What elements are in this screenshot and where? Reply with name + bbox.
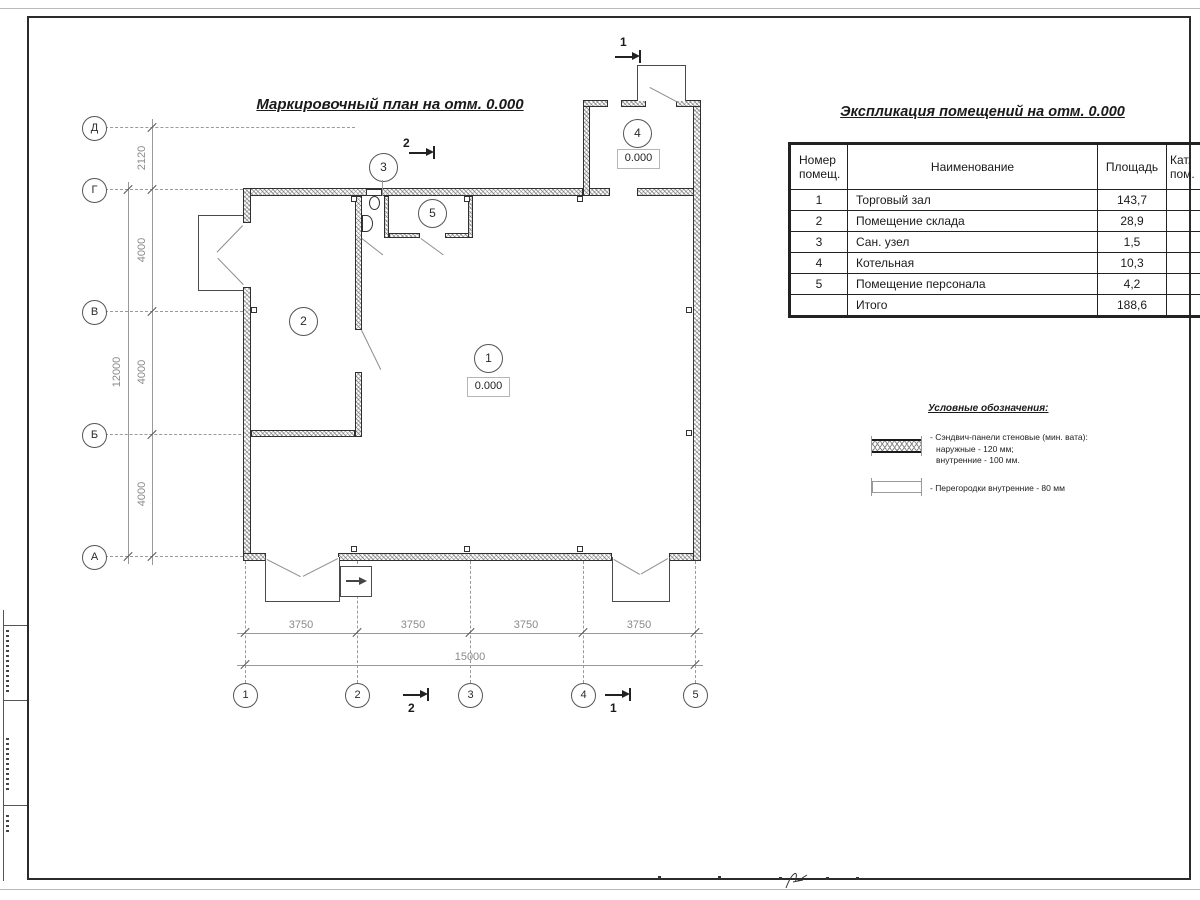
- room-label-1: 1: [474, 344, 503, 373]
- margin-divider: [3, 625, 27, 626]
- cell-area: 188,6: [1098, 295, 1167, 316]
- wall-exterior-bottom: [243, 553, 266, 561]
- section-marker-1b-label: 1: [610, 701, 617, 715]
- dim-label-4000: 4000: [136, 359, 148, 385]
- axis-bubble-5: 5: [683, 683, 708, 708]
- margin-stamp-text: [6, 812, 9, 832]
- axis-bubble-4: 4: [571, 683, 596, 708]
- signature-squiggle: [783, 868, 811, 892]
- section-marker-1-arrow: [639, 50, 641, 63]
- wall-exterior-top: [637, 188, 701, 196]
- table-row: [791, 253, 1200, 274]
- titleblock-mark: [856, 877, 859, 880]
- dim-label-3750: 3750: [513, 619, 539, 631]
- column-mark: [464, 546, 470, 552]
- legend-symbol-tick: [871, 478, 872, 496]
- legend-item-1-line1: - Сэндвич-панели стеновые (мин. вата):: [930, 432, 1088, 442]
- cell-area: 28,9: [1098, 211, 1167, 232]
- section-marker-1b-arrow: [629, 688, 631, 701]
- dim-label-3750: 3750: [626, 619, 652, 631]
- axis-bubble-D: Д: [82, 116, 107, 141]
- legend-item-1-line3: внутренние - 100 мм.: [936, 455, 1020, 465]
- cell-area: 10,3: [1098, 253, 1167, 274]
- column-mark: [251, 307, 257, 313]
- margin-strip-edge: [3, 610, 4, 881]
- dim-label-12000: 12000: [111, 356, 123, 388]
- section-marker-1b-arrow: [605, 694, 622, 696]
- room3-leader-line: [382, 180, 383, 196]
- legend-symbol-sandwich-panel: [872, 439, 922, 453]
- room-label-5: 5: [418, 199, 447, 228]
- level-mark-room4: 0.000: [617, 149, 660, 169]
- wall-boiler-top: [621, 100, 646, 107]
- cell-number: 3: [791, 232, 848, 253]
- section-marker-2-arrow: [433, 146, 435, 159]
- level-mark-room1: 0.000: [467, 377, 510, 397]
- axis-bubble-3: 3: [458, 683, 483, 708]
- titleblock-mark: [779, 877, 782, 880]
- legend-symbol-partition: [872, 481, 922, 493]
- cell-name: Торговый зал: [848, 190, 1098, 211]
- grid-line-V: [105, 311, 243, 312]
- cell-number: 1: [791, 190, 848, 211]
- legend-title: Условные обозначения:: [928, 403, 1049, 414]
- page-edge-bottom: [0, 889, 1200, 890]
- legend-symbol-tick: [921, 478, 922, 496]
- legend-symbol-tick: [921, 436, 922, 456]
- entrance-arrow-box: [340, 566, 372, 597]
- wall-storage-bottom: [251, 430, 355, 437]
- table-row: [791, 232, 1200, 253]
- legend-item-1-line2: наружные - 120 мм;: [936, 444, 1014, 454]
- cell-number: 4: [791, 253, 848, 274]
- porch-storage: [198, 215, 243, 291]
- dim-label-4000: 4000: [136, 481, 148, 507]
- dim-label-3750: 3750: [400, 619, 426, 631]
- margin-divider: [3, 805, 27, 806]
- section-marker-2-arrow: [409, 152, 426, 154]
- table-header-area: Площадь: [1098, 145, 1167, 190]
- dim-line-bottom-total: [237, 665, 703, 666]
- wall-exterior-bottom: [338, 553, 612, 561]
- grid-line-D: [105, 127, 355, 128]
- section-marker-1-arrow: [615, 56, 632, 58]
- dim-line-left-total: [128, 182, 129, 564]
- dim-line-left-segments: [152, 119, 153, 565]
- table-row: [791, 190, 1200, 211]
- column-mark: [577, 196, 583, 202]
- section-marker-2b-arrow: [403, 694, 420, 696]
- cell-number: 5: [791, 274, 848, 295]
- room-label-4: 4: [623, 119, 652, 148]
- titleblock-mark: [826, 877, 829, 880]
- cell-name: Сан. узел: [848, 232, 1098, 253]
- section-marker-1-label: 1: [620, 35, 627, 49]
- table-row: [791, 211, 1200, 232]
- table-row-total: [791, 295, 1200, 316]
- axis-bubble-2: 2: [345, 683, 370, 708]
- margin-divider: [3, 700, 27, 701]
- page-edge-top: [0, 8, 1200, 9]
- wall-staff-right: [468, 196, 473, 238]
- wall-internal-axis2: [355, 196, 362, 330]
- table-title: Экспликация помещений на отм. 0.000: [840, 104, 1125, 120]
- wall-wc-right: [384, 196, 389, 238]
- cell-number: [791, 295, 848, 316]
- cell-name: Помещение персонала: [848, 274, 1098, 295]
- porch-boiler: [637, 65, 686, 101]
- grid-line-B: [105, 434, 251, 435]
- cell-area: 4,2: [1098, 274, 1167, 295]
- entrance-arrow-icon: [346, 580, 359, 582]
- cell-number: 2: [791, 211, 848, 232]
- column-mark: [686, 307, 692, 313]
- table-header-name: Наименование: [848, 145, 1098, 190]
- wall-exterior-left: [243, 188, 251, 223]
- cell-name: Помещение склада: [848, 211, 1098, 232]
- wall-boiler-top: [583, 100, 608, 107]
- wall-exterior-right: [693, 100, 701, 561]
- column-mark: [351, 196, 357, 202]
- cell-category: [1167, 232, 1200, 253]
- dim-label-15000: 15000: [454, 651, 486, 663]
- room-schedule-table: [788, 142, 1200, 318]
- margin-stamp-text: [6, 735, 9, 790]
- wall-boiler-left: [583, 100, 590, 196]
- cell-name: Итого: [848, 295, 1098, 316]
- cell-category: [1167, 253, 1200, 274]
- cell-category: [1167, 295, 1200, 316]
- titleblock-mark: [658, 876, 661, 879]
- cell-area: 1,5: [1098, 232, 1167, 253]
- cell-area: 143,7: [1098, 190, 1167, 211]
- dim-label-3750: 3750: [288, 619, 314, 631]
- axis-bubble-B: Б: [82, 423, 107, 448]
- column-mark: [464, 196, 470, 202]
- toilet-icon: [369, 196, 380, 210]
- margin-stamp-text: [6, 630, 9, 692]
- wall-boiler-top: [676, 100, 701, 107]
- legend-item-2-line1: - Перегородки внутренние - 80 мм: [930, 483, 1065, 493]
- axis-bubble-V: В: [82, 300, 107, 325]
- section-marker-2b-label: 2: [408, 701, 415, 715]
- wall-exterior-left: [243, 287, 251, 561]
- legend-symbol-tick: [871, 436, 872, 456]
- section-marker-2-label: 2: [403, 136, 410, 150]
- cell-category: [1167, 211, 1200, 232]
- toilet-icon: [366, 189, 382, 196]
- table-row: [791, 274, 1200, 295]
- table-header-number: Номер помещ.: [791, 145, 848, 190]
- table-header-category: Кат. пом.: [1167, 145, 1200, 190]
- axis-bubble-1: 1: [233, 683, 258, 708]
- wall-exterior-top: [243, 188, 583, 196]
- entrance-arrow-icon: [359, 577, 367, 585]
- wall-internal-axis2: [355, 372, 362, 437]
- cell-name: Котельная: [848, 253, 1098, 274]
- room-label-3: 3: [369, 153, 398, 182]
- dim-label-4000: 4000: [136, 237, 148, 263]
- titleblock-mark: [718, 876, 721, 879]
- axis-bubble-G: Г: [82, 178, 107, 203]
- column-mark: [351, 546, 357, 552]
- cell-category: [1167, 190, 1200, 211]
- section-marker-2b-arrow: [427, 688, 429, 701]
- axis-bubble-A: А: [82, 545, 107, 570]
- column-mark: [686, 430, 692, 436]
- wall-staff-bottom: [389, 233, 420, 238]
- room-label-2: 2: [289, 307, 318, 336]
- dim-label-2120: 2120: [136, 145, 148, 171]
- plan-title: Маркировочный план на отм. 0.000: [256, 96, 524, 113]
- cell-category: [1167, 274, 1200, 295]
- column-mark: [577, 546, 583, 552]
